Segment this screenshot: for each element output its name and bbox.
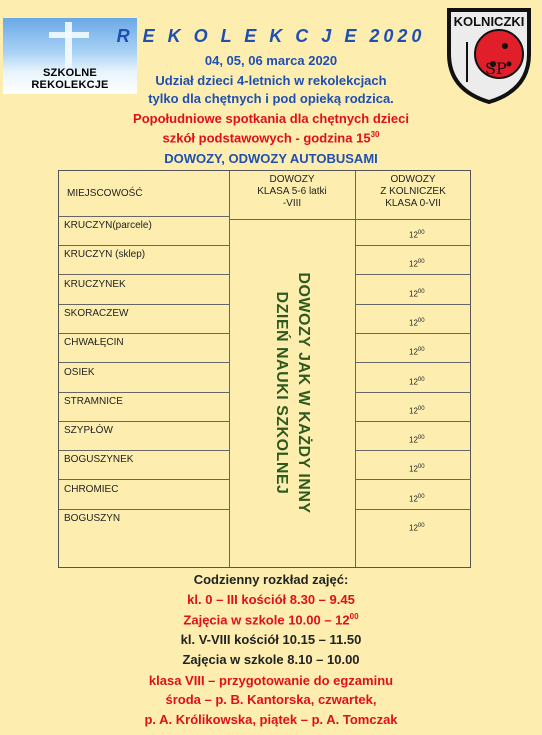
place-name: KRUCZYN (sklep) [64,249,146,261]
departure-cell [355,363,471,393]
places-header: MIEJSCOWOŚĆ [59,171,229,217]
table-row [59,216,229,246]
info-line-2: tylko dla chętnych i pod opieką rodzica. [148,91,394,106]
table-row [59,421,229,451]
afternoon-line-1: Popołudniowe spotkania dla chętnych dzieci [133,111,409,126]
schedule-line-1: kl. 0 – III kościół 8.30 – 9.45 [187,592,355,607]
schedule-line-5: klasa VIII – przygotowanie do egzaminu [148,673,394,688]
schedule-line-2: Zajęcia w szkole $10.00 - 12^{00}$ [183,612,359,628]
departure-cell [355,304,471,334]
place-name: KRUCZYNEK [64,278,126,290]
departure-time: $12^{00}$ [409,230,425,240]
departure-time: $12^{00}$ [409,259,425,269]
place-name: OSIEK [64,366,95,378]
place-name: CHWAŁĘCIN [64,337,124,349]
departure-time: $12^{00}$ [409,435,425,445]
school-monogram: SP [485,59,507,78]
place-name: SKORACZEW [64,307,129,319]
arrivals-note-line-2: DZIEŃ NAUKI SZKOLNEJ [273,291,290,494]
departure-time: $12^{00}$ [409,317,425,328]
table-row [59,392,229,422]
info-line-1: Udział dzieci 4-letnich w rekolekcjach [155,73,387,88]
table-row [59,480,229,510]
place-name: BOGUSZYNEK [64,454,134,466]
school-name: KOLNICZKI [453,14,525,29]
transport-heading: DOWOZY, ODWOZY AUTOBUSAMI [164,151,378,166]
place-name: KRUCZYN(parcele) [64,220,152,231]
departure-cell [355,216,471,246]
departure-cell [355,450,471,480]
departure-cell [355,421,471,451]
departure-time: $12^{00}$ [409,464,425,475]
table-row [59,245,229,275]
arrivals-header: DOWOZY KLASA 5-6 latki -VIII [229,171,355,220]
schedule-line-6: środa – p. B. Kantorska, czwartek, [165,692,377,707]
place-name: CHROMIEC [64,483,119,495]
departure-time: $12^{00}$ [409,523,425,533]
table-row [59,304,229,334]
afternoon-line-2: szkół podstawowych - godzina $15^{30}$ [162,130,380,146]
departure-cell [355,245,471,275]
departure-cell [355,333,471,363]
departures-column [355,171,471,567]
table-row [59,275,229,305]
table-row [59,363,229,393]
departure-time: $12^{00}$ [409,405,425,416]
arrivals-note-line-1: DOWOZY JAK W KAŻDY INNY [295,271,312,514]
table-row [59,509,229,538]
table-row [59,333,229,363]
departure-cell [355,509,471,538]
arrivals-note [229,216,355,569]
schedule-line-3: kl. V-VIII kościół 10.15 – 11.50 [180,632,362,647]
places-column [59,171,230,567]
transport-table [58,170,471,568]
departure-time: $12^{00}$ [409,493,425,504]
schedule-line-4: Zajęcia w szkole 8.10 – 10.00 [182,652,360,667]
departure-time: $12^{00}$ [409,376,425,387]
departure-time: $12^{00}$ [409,288,425,299]
schedule-heading: Codzienny rozkład zajęć: [193,572,349,587]
departure-time: $12^{00}$ [409,347,425,357]
departures-header: ODWOZY Z KOLNICZEK KLASA 0-VII [355,171,471,220]
departure-cell [355,480,471,510]
place-name: BOGUSZYN [64,513,121,524]
place-name: STRAMNICE [64,395,123,407]
page-title: R E K O L E K C J E 2020 [116,26,426,46]
table-row [59,450,229,480]
departure-cell [355,392,471,422]
departure-cell [355,275,471,305]
retreat-dates: 04, 05, 06 marca 2020 [204,53,338,68]
retreat-logo-caption: SZKOLNE REKOLEKCJE [31,67,109,91]
place-name: SZYPŁÓW [64,425,113,437]
schedule-line-7: p. A. Królikowska, piątek – p. A. Tomczak [144,712,398,727]
